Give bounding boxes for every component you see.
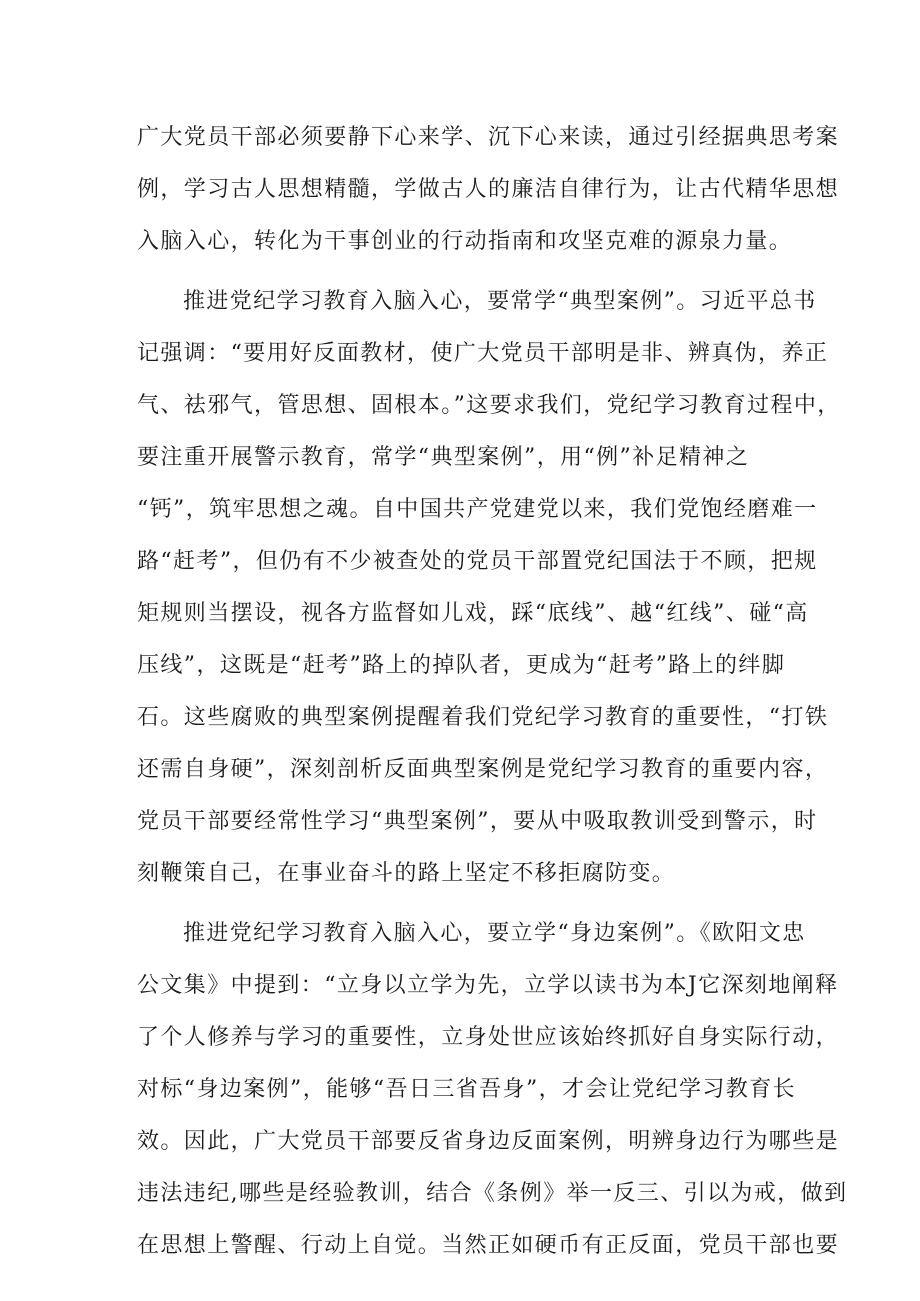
text-line: 压线”，这既是“赶考”路上的掉队者，更成为“赶考”路上的绊脚	[137, 653, 786, 678]
text-line: 公文集》中提到：“立身以立学为先，立学以读书为本J它深刻地阐释	[137, 973, 839, 998]
text-line: 石。这些腐败的典型案例提醒着我们党纪学习教育的重要性，“打铁	[137, 705, 829, 730]
text-line: 了个人修养与学习的重要性，立身处世应该始终抓好自身实际行动，	[137, 1025, 840, 1050]
text-line: 气、祛邪气，管思想、固根本。”这要求我们，党纪学习教育过程中，	[137, 393, 841, 418]
paragraph-spacer	[137, 900, 797, 908]
text-line: 推进党纪学习教育入脑入心，要立学“身边案例”。《欧阳文忠	[183, 921, 806, 946]
text-line: 推进党纪学习教育入脑入心，要常学“典型案例”。习近平总书	[183, 289, 817, 314]
text-line: 矩规则当摆设，视各方监督如儿戏，踩“底线”、越“红线”、碰“高	[137, 601, 809, 626]
text-line: 要注重开展警示教育，常学“典型案例”，用“例”补足精神之	[137, 445, 750, 470]
text-line: 在思想上警醒、行动上自觉。当然正如硬币有正反面，党员干部也要	[137, 1233, 840, 1258]
text-line: 效。因此，广大党员干部要反省身边反面案例，明辨身边行为哪些是	[137, 1129, 840, 1154]
text-line: 广大党员干部必须要静下心来学、沉下心来读，通过引经据典思考案	[137, 125, 840, 150]
text-line: 刻鞭策自己，在事业奋斗的路上坚定不移拒腐防变。	[137, 861, 676, 886]
text-line: 还需自身硬”，深刻剖析反面典型案例是党纪学习教育的重要内容，	[137, 757, 829, 782]
text-line: 党员干部要经常性学习“典型案例”，要从中吸取教训受到警示，时	[137, 809, 818, 834]
paragraph	[137, 112, 840, 268]
document-body	[137, 112, 848, 1272]
text-line: “钙”，筑牢思想之魂。自中国共产党建党以来，我们党饱经磨难一	[137, 497, 818, 522]
text-line: 例，学习古人思想精髓，学做古人的廉洁自律行为，让古代精华思想	[137, 177, 840, 202]
paragraph	[137, 908, 848, 1272]
paragraph	[137, 276, 841, 900]
text-line: 入脑入心，转化为干事创业的行动指南和攻坚克难的源泉力量。	[137, 229, 793, 254]
paragraph-spacer	[137, 268, 797, 276]
text-line: 路“赶考”，但仍有不少被查处的党员干部置党纪国法于不顾，把规	[137, 549, 818, 574]
text-line: 记强调：“要用好反面教材，使广大党员干部明是非、辨真伪，养正	[137, 341, 829, 366]
text-line: 违法违纪,哪些是经验教训，结合《条例》举一反三、引以为戒，做到	[137, 1181, 848, 1206]
text-line: 对标“身边案例”，能够“吾日三省吾身”，才会让党纪学习教育长	[137, 1077, 796, 1102]
